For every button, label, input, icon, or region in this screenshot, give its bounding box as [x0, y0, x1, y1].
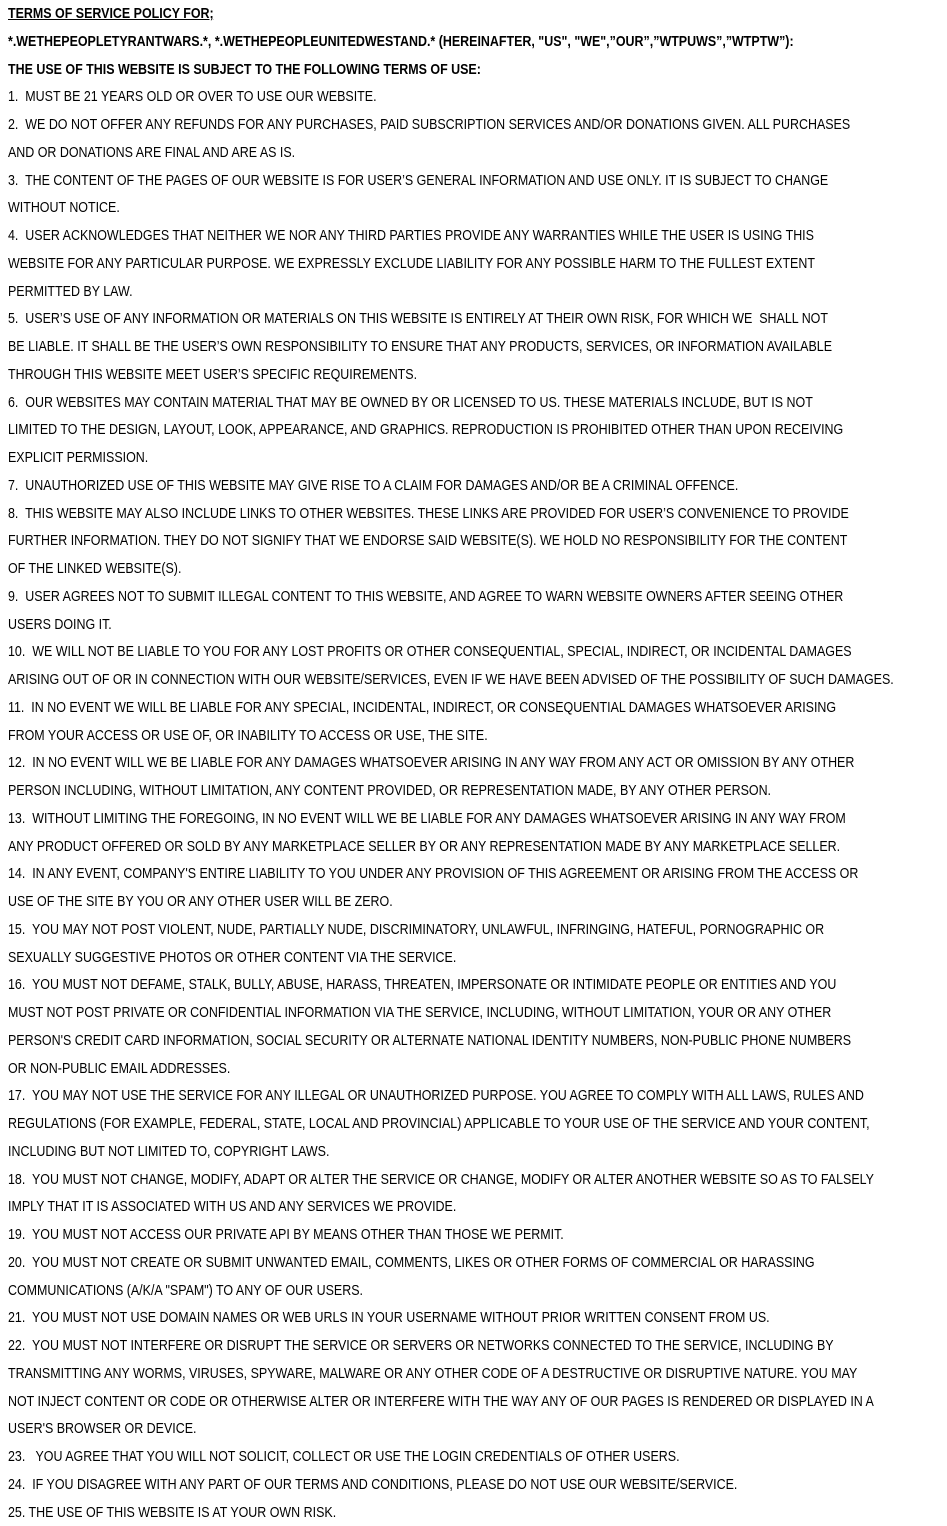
term-item — [8, 222, 941, 305]
term-item — [8, 1304, 941, 1332]
term-line: 23. YOU AGREE THAT YOU WILL NOT SOLICIT, COLLECT OR USE THE LOGIN CREDENTIALS OF OTHER USERS. — [8, 1448, 680, 1465]
term-item — [8, 694, 941, 750]
term-line: 16. YOU MUST NOT DEFAME, STALK, BULLY, ABUSE, HARASS, THREATEN, IMPERSONATE OR INTIMIDATE PEOPLE OR ENTITIES AND YOU — [8, 976, 837, 994]
term-line: 14. IN ANY EVENT, COMPANY'S ENTIRE LIABILITY TO YOU UNDER ANY PROVISION OF THIS AGREEMENT OR ARISING FROM THE ACCESS OR — [8, 865, 859, 883]
term-item — [8, 860, 941, 916]
term-line: BE LIABLE. IT SHALL BE THE USER’S OWN RESPONSIBILITY TO ENSURE THAT ANY PRODUCTS, SERVICES, OR INFORMATION AVAILABLE — [8, 338, 833, 355]
term-item — [8, 1166, 941, 1222]
term-line: 9. USER AGREES NOT TO SUBMIT ILLEGAL CONTENT TO THIS WEBSITE, AND AGREE TO WARN WEBSITE OWNERS AFTER SEEING OTHER — [8, 587, 844, 605]
term-line: 24. IF YOU DISAGREE WITH ANY PART OF OUR TERMS AND CONDITIONS, PLEASE DO NOT USE OUR WEBSITE/SERVICE. — [8, 1475, 738, 1493]
term-line: SEXUALLY SUGGESTIVE PHOTOS OR OTHER CONTENT VIA THE SERVICE. — [8, 948, 457, 966]
term-line: PERMITTED BY LAW. — [8, 282, 133, 300]
term-item — [8, 500, 941, 583]
term-line: 11. IN NO EVENT WE WILL BE LIABLE FOR ANY SPECIAL, INCIDENTAL, INDIRECT, OR CONSEQUENTIAL DAMAGES WHATSOEVER ARISING — [8, 698, 837, 716]
term-item — [8, 1082, 941, 1165]
term-line: USERS DOING IT. — [8, 615, 112, 633]
term-line: ARISING OUT OF OR IN CONNECTION WITH OUR WEBSITE/SERVICES, EVEN IF WE HAVE BEEN ADVISED OF THE POSSIBILITY OF SUCH DAMAGES. — [8, 671, 894, 688]
term-line: 22. YOU MUST NOT INTERFERE OR DISRUPT THE SERVICE OR SERVERS OR NETWORKS CONNECTED TO THE SERVICE, INCLUDING BY — [8, 1337, 834, 1354]
document-subtitle: *.WETHEPEOPLETYRANTWARS.*, *.WETHEPEOPLEUNITEDWESTAND.* (HEREINAFTER, "US", "WE",”OUR”,”WTPUWS”,”WTPTW”): — [8, 32, 794, 50]
term-line: OR NON-PUBLIC EMAIL ADDRESSES. — [8, 1059, 231, 1077]
term-item — [8, 583, 941, 639]
term-line: 7. UNAUTHORIZED USE OF THIS WEBSITE MAY GIVE RISE TO A CLAIM FOR DAMAGES AND/OR BE A CRIMINAL OFFENCE. — [8, 476, 739, 494]
term-line: 2. WE DO NOT OFFER ANY REFUNDS FOR ANY PURCHASES, PAID SUBSCRIPTION SERVICES AND/OR DONATIONS GIVEN. ALL PURCHASES — [8, 116, 851, 133]
term-item — [8, 916, 941, 972]
term-line: 3. THE CONTENT OF THE PAGES OF OUR WEBSITE IS FOR USER’S GENERAL INFORMATION AND USE ONLY. IT IS SUBJECT TO CHANGE — [8, 171, 829, 189]
term-line: NOT INJECT CONTENT OR CODE OR OTHERWISE ALTER OR INTERFERE WITH THE WAY ANY OF OUR PAGES IS RENDERED OR DISPLAYED IN A — [8, 1392, 874, 1410]
term-line: 5. USER’S USE OF ANY INFORMATION OR MATERIALS ON THIS WEBSITE IS ENTIRELY AT THEIR OWN RISK, FOR WHICH WE SHALL NOT — [8, 310, 828, 328]
term-line: 6. OUR WEBSITES MAY CONTAIN MATERIAL THAT MAY BE OWNED BY OR LICENSED TO US. THESE MATERIALS INCLUDE, BUT IS NOT — [8, 393, 813, 411]
term-item — [8, 1499, 941, 1526]
term-line: WITHOUT NOTICE. — [8, 199, 120, 217]
term-item — [8, 1221, 941, 1249]
term-line: 19. YOU MUST NOT ACCESS OUR PRIVATE API BY MEANS OTHER THAN THOSE WE PERMIT. — [8, 1226, 564, 1243]
term-line: INCLUDING BUT NOT LIMITED TO, COPYRIGHT LAWS. — [8, 1142, 330, 1160]
term-line: USE OF THE SITE BY YOU OR ANY OTHER USER WILL BE ZERO. — [8, 893, 393, 910]
term-item — [8, 83, 941, 111]
term-line: TRANSMITTING ANY WORMS, VIRUSES, SPYWARE, MALWARE OR ANY OTHER CODE OF A DESTRUCTIVE OR DISRUPTIVE NATURE. YOU MAY — [8, 1364, 858, 1382]
term-line: EXPLICIT PERMISSION. — [8, 449, 149, 466]
term-line: USER'S BROWSER OR DEVICE. — [8, 1420, 197, 1438]
term-line: 25. THE USE OF THIS WEBSITE IS AT YOUR OWN RISK. — [8, 1503, 337, 1521]
term-line: FROM YOUR ACCESS OR USE OF, OR INABILITY TO ACCESS OR USE, THE SITE. — [8, 726, 488, 744]
term-line: 12. IN NO EVENT WILL WE BE LIABLE FOR ANY DAMAGES WHATSOEVER ARISING IN ANY WAY FROM ANY ACT OR OMISSION BY ANY OTHER — [8, 754, 855, 772]
term-line: REGULATIONS (FOR EXAMPLE, FEDERAL, STATE, LOCAL AND PROVINCIAL) APPLICABLE TO YOUR USE OF THE SERVICE AND YOUR CONTENT, — [8, 1115, 870, 1132]
term-line: 15. YOU MAY NOT POST VIOLENT, NUDE, PARTIALLY NUDE, DISCRIMINATORY, UNLAWFUL, INFRINGING, HATEFUL, PORNOGRAPHIC OR — [8, 920, 825, 938]
term-line: 8. THIS WEBSITE MAY ALSO INCLUDE LINKS TO OTHER WEBSITES. THESE LINKS ARE PROVIDED FOR USER’S CONVENIENCE TO PROVIDE — [8, 504, 849, 522]
term-item — [8, 1471, 941, 1499]
term-line: OF THE LINKED WEBSITE(S). — [8, 560, 182, 577]
term-line: 18. YOU MUST NOT CHANGE, MODIFY, ADAPT OR ALTER THE SERVICE OR CHANGE, MODIFY OR ALTER ANOTHER WEBSITE SO AS TO FALSELY — [8, 1170, 874, 1188]
term-item — [8, 1443, 941, 1471]
term-line: IMPLY THAT IT IS ASSOCIATED WITH US AND ANY SERVICES WE PROVIDE. — [8, 1198, 457, 1216]
term-line: FURTHER INFORMATION. THEY DO NOT SIGNIFY THAT WE ENDORSE SAID WEBSITE(S). WE HOLD NO RESPONSIBILITY FOR THE CONTENT — [8, 532, 848, 550]
term-line: ANY PRODUCT OFFERED OR SOLD BY ANY MARKETPLACE SELLER BY OR ANY REPRESENTATION MADE BY ANY MARKETPLACE SELLER. — [8, 837, 841, 855]
term-line: 4. USER ACKNOWLEDGES THAT NEITHER WE NOR ANY THIRD PARTIES PROVIDE ANY WARRANTIES WHILE THE USER IS USING THIS — [8, 227, 814, 244]
term-item — [8, 305, 941, 388]
term-line: 13. WITHOUT LIMITING THE FOREGOING, IN NO EVENT WILL WE BE LIABLE FOR ANY DAMAGES WHATSOEVER ARISING IN ANY WAY FROM — [8, 809, 846, 827]
term-line: THROUGH THIS WEBSITE MEET USER’S SPECIFIC REQUIREMENTS. — [8, 365, 418, 383]
term-line: PERSON'S CREDIT CARD INFORMATION, SOCIAL SECURITY OR ALTERNATE NATIONAL IDENTITY NUMBERS, NON-PUBLIC PHONE NUMBERS — [8, 1031, 852, 1049]
term-item — [8, 167, 941, 223]
term-item — [8, 971, 941, 1082]
term-item — [8, 472, 941, 500]
term-line: MUST NOT POST PRIVATE OR CONFIDENTIAL INFORMATION VIA THE SERVICE, INCLUDING, WITHOUT LIMITATION, YOUR OR ANY OTHER — [8, 1004, 832, 1021]
term-item — [8, 749, 941, 805]
term-line: 17. YOU MAY NOT USE THE SERVICE FOR ANY ILLEGAL OR UNAUTHORIZED PURPOSE. YOU AGREE TO COMPLY WITH ALL LAWS, RULES AND — [8, 1087, 864, 1105]
term-item — [8, 111, 941, 167]
terms-list — [8, 83, 941, 1526]
term-line: LIMITED TO THE DESIGN, LAYOUT, LOOK, APPEARANCE, AND GRAPHICS. REPRODUCTION IS PROHIBITED OTHER THAN UPON RECEIVING — [8, 421, 844, 439]
term-line: 21. YOU MUST NOT USE DOMAIN NAMES OR WEB URLS IN YOUR USERNAME WITHOUT PRIOR WRITTEN CONSENT FROM US. — [8, 1309, 770, 1327]
term-line: 1. MUST BE 21 YEARS OLD OR OVER TO USE OUR WEBSITE. — [8, 88, 377, 106]
term-item — [8, 389, 941, 472]
term-line: PERSON INCLUDING, WITHOUT LIMITATION, ANY CONTENT PROVIDED, OR REPRESENTATION MADE, BY ANY OTHER PERSON. — [8, 782, 772, 799]
term-item — [8, 638, 941, 694]
document-title: TERMS OF SERVICE POLICY FOR; — [8, 5, 214, 22]
term-line: AND OR DONATIONS ARE FINAL AND ARE AS IS. — [8, 143, 296, 161]
document-intro: THE USE OF THIS WEBSITE IS SUBJECT TO THE FOLLOWING TERMS OF USE: — [8, 60, 481, 78]
term-line: 20. YOU MUST NOT CREATE OR SUBMIT UNWANTED EMAIL, COMMENTS, LIKES OR OTHER FORMS OF COMMERCIAL OR HARASSING — [8, 1253, 815, 1271]
term-item — [8, 805, 941, 861]
term-item — [8, 1332, 941, 1443]
term-line: WEBSITE FOR ANY PARTICULAR PURPOSE. WE EXPRESSLY EXCLUDE LIABILITY FOR ANY POSSIBLE HARM TO THE FULLEST EXTENT — [8, 254, 815, 272]
term-item — [8, 1249, 941, 1305]
term-line: COMMUNICATIONS (A/K/A "SPAM") TO ANY OF OUR USERS. — [8, 1281, 363, 1299]
term-line: 10. WE WILL NOT BE LIABLE TO YOU FOR ANY LOST PROFITS OR OTHER CONSEQUENTIAL, SPECIAL, INDIRECT, OR INCIDENTAL DAMAGES — [8, 643, 852, 661]
